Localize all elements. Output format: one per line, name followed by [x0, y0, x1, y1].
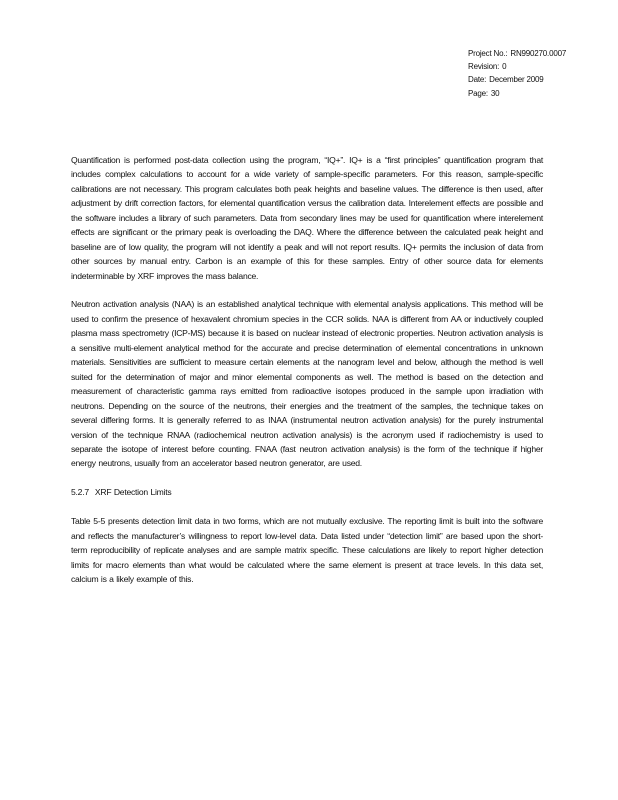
section-number: 5.2.7: [71, 487, 89, 498]
project-number-value: RN990270.0007: [510, 49, 567, 58]
document-body: [71, 153, 543, 601]
date-value: December 2009: [489, 75, 544, 85]
section-heading: [71, 485, 543, 499]
revision-label: Revision:: [468, 62, 500, 72]
page-number-value: 30: [490, 88, 500, 98]
section-title: XRF Detection Limits: [94, 487, 172, 498]
revision-value: 0: [502, 62, 507, 72]
document-header: [468, 47, 566, 100]
paragraph-quantification: Quantification is performed post-data collection using the program, “IQ+”. IQ+ is a “first principles” quantification program that includes complex calculations to account for a wide variety of sample-specific parameters. For this reason, sample-specific calibrations are not necessary. This program calculates both peak heights and baseline values. The difference is then used, after adjustment by drift correction factors, for elemental quantification versus the calibration data. Interelement effects are possible and the software includes a library of such parameters. Data from secondary lines may be used for quantification where interelement effects are significant or the primary peak is overloading the DAQ. Where the difference between the calculated peak height and baseline are of low quality, the program will not identify a peak and will not report results. IQ+ permits the inclusion of data from other sources by manual entry. Carbon is an example of this for these samples. Entry of other source data for elements indeterminable by XRF improves the mass balance.: [71, 155, 543, 281]
page-number-line: [468, 87, 566, 100]
project-number-line: [468, 47, 566, 60]
revision-line: [468, 60, 566, 73]
paragraph-detection-limits: Table 5-5 presents detection limit data in two forms, which are not mutually exclusive. The reporting limit is built into the software and reflects the manufacturer’s willingness to report low-level data. Data listed under “detection limit” are based upon the short-term reproducibility of replicate analyses and are sample matrix specific. These calculations are likely to report higher detection limits for macro elements than what would be calculated where the same element is present at trace levels. In this data set, calcium is a likely example of this.: [71, 516, 543, 584]
date-line: [468, 73, 566, 86]
project-number-label: Project No.:: [468, 49, 508, 58]
page-number-label: Page:: [468, 88, 488, 98]
date-label: Date:: [468, 75, 487, 85]
paragraph-neutron-activation: Neutron activation analysis (NAA) is an established analytical technique with elemental analysis applications. This method will be used to confirm the presence of hexavalent chromium species in the CCR solids. NAA is different from AA or inductively coupled plasma mass spectrometry (ICP-MS) because it is based on nuclear instead of electronic properties. Neutron activation analysis is a sensitive multi-element analytical method for the accurate and precise determination of elemental concentrations in unknown materials. Sensitivities are sufficient to measure certain elements at the nanogram level and below, although the method is well suited for the determination of major and minor elemental components as well. The method is based on the detection and measurement of characteristic gamma rays emitted from radioactive isotopes produced in the sample upon irradiation with neutrons. Depending on the source of the neutrons, their energies and the treatment of the samples, the technique takes on several differing forms. It is generally referred to as INAA (instrumental neutron activation analysis) for the purely instrumental version of the technique RNAA (radiochemical neutron activation analysis) is the acronym used if radiochemistry is used to separate the isotope of interest before counting. FNAA (fast neutron activation analysis) is the form of the technique if higher energy neutrons, usually from an accelerator based neutron generator, are used.: [71, 299, 543, 469]
